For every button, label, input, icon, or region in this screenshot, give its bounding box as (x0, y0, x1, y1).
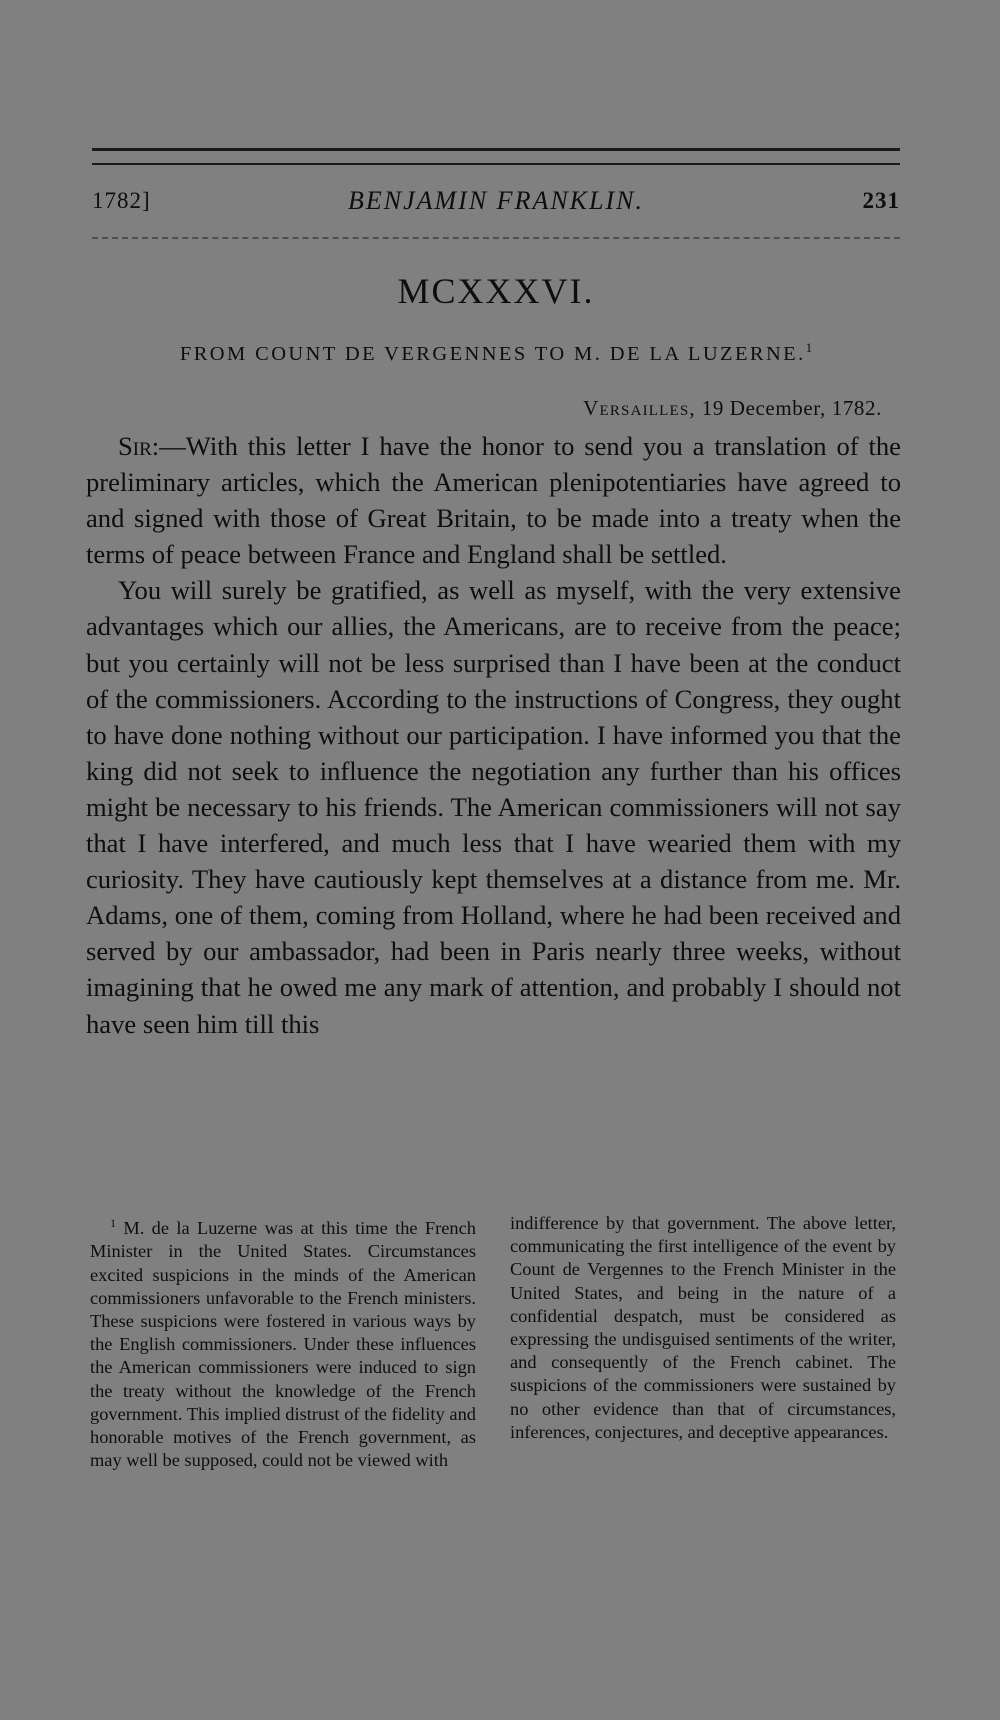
salutation: Sir (118, 431, 152, 461)
running-header (92, 188, 900, 222)
letter-number: MCXXXVI. (397, 271, 595, 311)
paragraph: You will surely be gratified, as well as myself, with the very extensive advantages which our allies, the Americans, are to receive from the peace; but you certainly will not be less surprised than I have been at the conduct of the commissioners. According to the instructions of Congress, they ought to have done nothing without our participation. I have informed you that the king did not seek to influence the negotiation any further than his offices might be necessary to his friends. The American commissioners will not say that I have interfered, and much less that I have wearied them with my curiosity. They have cautiously kept themselves at a distance from me. Mr. Adams, one of them, coming from Holland, where he had been received and served by our ambassador, had been in Paris nearly three weeks, without imagining that he owed me any mark of attention, and probably I should not have seen him till this (86, 575, 901, 1039)
running-title: BENJAMIN FRANKLIN. (348, 186, 644, 215)
footnote-marker: 1 (110, 1216, 116, 1230)
header-year: 1782] (92, 188, 151, 213)
letter-body (86, 428, 901, 1042)
letter-heading-text: FROM COUNT DE VERGENNES TO M. DE LA LUZERNE. (179, 343, 806, 365)
heading-footnote-marker: 1 (805, 340, 813, 355)
dateline-place: Versailles, (583, 396, 696, 420)
letter-heading (92, 340, 900, 366)
page-number: 231 (862, 188, 900, 213)
dateline-date: 19 December, 1782. (701, 396, 882, 420)
paragraph-text: :—With this letter I have the honor to send you a translation of the preliminary articles, which the American plenipotentiaries have agreed to and signed with those of Great Britain, to be made into a treaty when the terms of peace between France and England shall be settled. (86, 431, 901, 570)
footnote-column-right (510, 1212, 896, 1444)
footnote-paragraph (90, 1212, 476, 1472)
dateline (92, 396, 882, 421)
header-dotted-rule (92, 237, 900, 239)
footnote-column-left (90, 1212, 476, 1472)
header-rule-bottom (92, 163, 900, 165)
header-rule-top (92, 148, 900, 151)
footnote-continuation: indifference by that government. The above letter, communicating the first intelligence of the event by Count de Vergennes to the French Minister in the United States, and being in the nature of a confidential despatch, must be considered as expressing the undisguised sentiments of the writer, and consequently of the French cabinet. The suspicions of the commissioners were sustained by no other evidence than that of circumstances, inferences, conjectures, and deceptive appearances. (510, 1213, 896, 1442)
paragraph (86, 428, 901, 572)
footnote-text: M. de la Luzerne was at this time the French Minister in the United States. Circumstances excited suspicions in the minds of the American commissioners unfavorable to the French ministers. These suspicions were fostered in various ways by the English commissioners. Under these influences the American commissioners were induced to sign the treaty without the knowledge of the French government. This implied distrust of the fidelity and honorable motives of the French government, as may well be supposed, could not be viewed with (90, 1218, 476, 1471)
footnotes (90, 1212, 902, 1568)
